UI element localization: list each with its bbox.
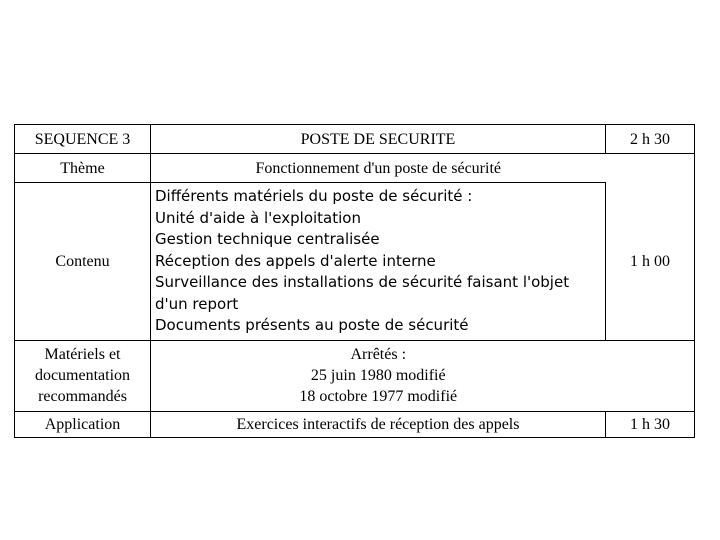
application-label: Application [15,411,151,437]
application-value: Exercices interactifs de réception des appels [151,411,606,437]
materiels-label-line: recommandés [38,388,127,405]
contenu-item: Unité d'aide à l'exploitation [155,208,361,227]
contenu-item: Documents présents au poste de sécurité [155,316,469,334]
contenu-item: Réception des appels d'alerte interne [155,251,436,270]
sequence-duration: 2 h 30 [606,125,695,154]
contenu-item: Gestion technique centralisée [155,230,380,248]
materiels-value [151,340,606,411]
table-row-sequence [15,125,695,154]
contenu-label: Contenu [15,183,151,341]
table-row-application [15,411,695,437]
materiels-value-line: 25 juin 1980 modifié [310,367,446,384]
theme-label: Thème [15,154,151,183]
contenu-item: Surveillance des installations de sécurité faisant l'objet d'un report [155,273,570,313]
sequence-table [14,124,695,438]
materiels-label-line: documentation [34,367,131,384]
sequence-title: POSTE DE SECURITE [151,125,606,154]
materiels-duration-cell [606,340,695,411]
table-row-materiels [15,340,695,411]
materiels-label-line: Matériels et [44,346,121,363]
contenu-list [151,183,606,341]
theme-value: Fonctionnement d'un poste de sécurité [151,154,606,183]
materiels-value-line: 18 octobre 1977 modifié [299,388,458,405]
contenu-item: Différents matériels du poste de sécurité : [155,187,473,205]
theme-duration-cell [606,154,695,183]
table-row-contenu [15,183,695,341]
application-duration: 1 h 30 [606,411,695,437]
contenu-duration: 1 h 00 [606,183,695,341]
table-row-theme [15,154,695,183]
materiels-value-line: Arrêtés : [350,346,407,363]
sequence-label: SEQUENCE 3 [15,125,151,154]
materiels-label [15,340,151,411]
